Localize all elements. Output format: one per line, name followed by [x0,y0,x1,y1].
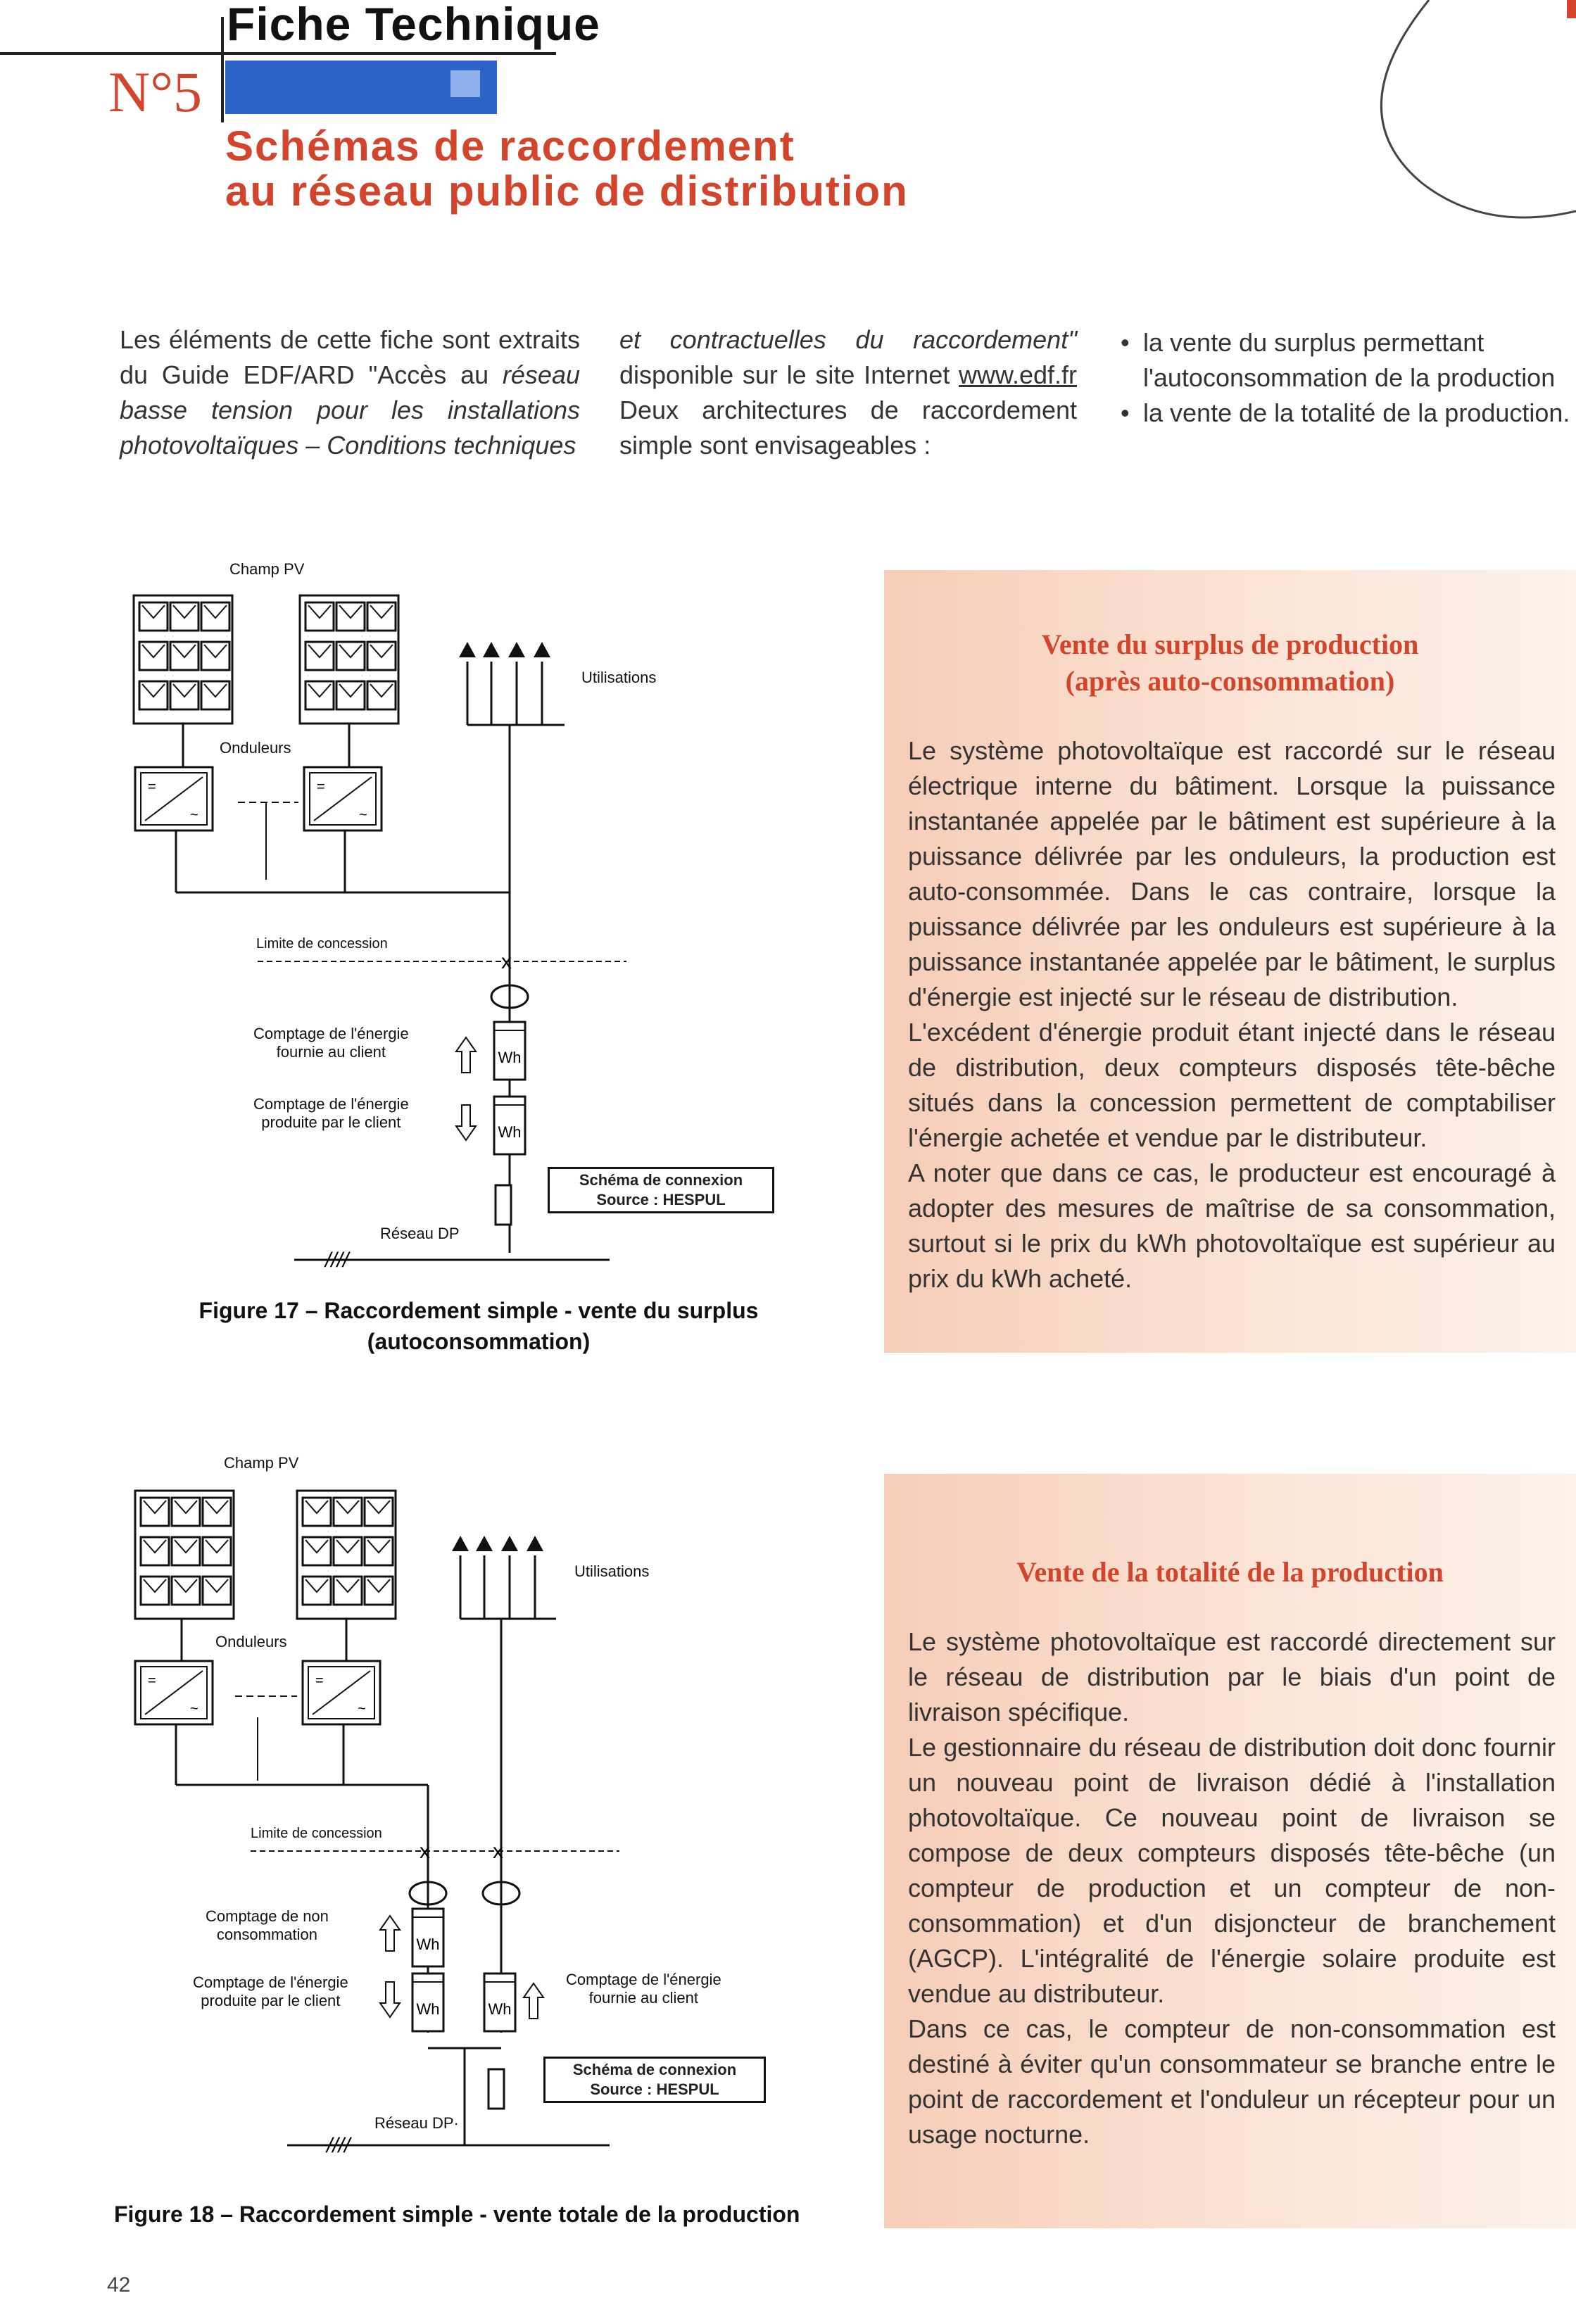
intro-col1-text: Les éléments de cette fiche sont extraits du Guide EDF/ARD "Accès au [120,325,580,389]
fig17-comptage-fournie-label: Comptage de l'énergie fournie au client [253,1025,409,1061]
fig18-comptage-fournie-label: Comptage de l'énergie fournie au client [566,1971,721,2007]
pv-panel-icon [305,642,334,670]
fig18-onduleurs-label: Onduleurs [215,1633,287,1650]
sheet-number: N°5 [108,60,203,124]
pv-panel-icon [170,602,198,631]
box2-text: Le système photovoltaïque est raccordé directement sur le réseau de distribution par le biais d'un point de livraison spécifique. Le gestionnaire du réseau de distribution doit donc fournir un nouveau point de livraison dédié à l'installation photovoltaïque. Ce nouveau point de livraison se compose de deux compteurs disposés tête-bêche (un compteur de production et un compteur de non-consommation) et d'un disjoncteur de branchement (AGCP). L'intégralité de l'énergie solaire produite est vendue au distributeur. Dans ce cas, le compteur de non-consommation est destiné à éviter qu'un consommateur se branche entre le point de raccordement et l'onduleur un récepteur pour un usage nocturne. [908,1627,1556,2149]
pv-panel-icon [201,642,229,670]
fig17-champ-pv-label: Champ PV [229,560,305,578]
fig18-utilisations-label: Utilisations [574,1562,650,1580]
fig17-comptage-produite-label: Comptage de l'énergie produite par le client [253,1095,409,1131]
fig18-limite-label: Limite de concession [251,1826,382,1841]
pv-panel-icon [141,1577,169,1605]
meter-produite [412,1973,443,2031]
fig17-onduleurs-label: Onduleurs [220,739,291,757]
pv-panel-icon [303,1577,331,1605]
pv-panel-icon [203,1498,231,1526]
pv-panel-icon [303,1537,331,1565]
figure-18-caption: Figure 18 – Raccordement simple - vente totale de la production [114,2202,800,2227]
fig17-reseau-label: Réseau DP [380,1225,460,1242]
fig17-utilisations-label: Utilisations [581,669,657,686]
box1-title: Vente du surplus de production (après auto-consommation) [1041,629,1419,697]
box2-title: Vente de la totalité de la production [1016,1556,1444,1588]
pv-panel-icon [305,681,334,709]
pv-panel-icon [365,1537,393,1565]
pv-panel-icon [303,1498,331,1526]
fig18-champ-pv-label: Champ PV [224,1454,299,1472]
pv-panel-icon [203,1577,231,1605]
figure-17-caption: Figure 17 – Raccordement simple - vente du surplus (autoconsommation) [198,1298,759,1354]
intro-col2-text-b: Deux architectures de raccordement simple sont envisageables : [619,396,1077,460]
fig18-schema-source-box: Schéma de connexion Source : HESPUL [543,2057,766,2103]
pv-panel-icon [141,1498,169,1526]
pv-panel-icon [201,681,229,709]
pv-panel-icon [172,1577,200,1605]
meter-produite [494,1097,525,1154]
svg-text:x: x [420,1840,430,1863]
pv-panel-icon [334,1577,362,1605]
meter-fournie [484,1973,515,2031]
fig18-reseau-label: Réseau DP· [374,2114,459,2132]
pv-panel-icon [170,642,198,670]
bullet-item: • la vente de la totalité de la production. [1121,396,1571,431]
pv-panel-icon [367,602,396,631]
title-line-1: Schémas de raccordement [225,122,795,170]
section-title: Fiche Technique [227,0,600,50]
title-line-2: au réseau public de distribution [225,168,909,215]
pv-panel-icon [139,681,168,709]
pv-panel-icon [141,1537,169,1565]
svg-text:////: //// [325,1249,349,1272]
intro-col2-italic: et contractuelles du raccordement" [619,325,1077,354]
pv-panel-icon [172,1498,200,1526]
pv-panel-icon [172,1537,200,1565]
pv-panel-icon [201,602,229,631]
svg-text:x: x [501,950,512,973]
bullet-icon: • [1121,328,1130,357]
inverter-2 [304,767,382,831]
fig18-comptage-non-label: Comptage de non consommation [206,1907,329,1943]
page-number: 42 [107,2273,131,2297]
pv-panel-icon [367,642,396,670]
edf-link[interactable]: www.edf.fr [958,360,1077,389]
fig18-comptage-produite-label: Comptage de l'énergie produite par le client [193,1973,348,2009]
inverter-1 [135,1661,213,1724]
pv-panel-icon [139,602,168,631]
pv-panel-icon [365,1498,393,1526]
pv-panel-icon [139,642,168,670]
fig17-limite-label: Limite de concession [256,936,388,952]
pv-panel-icon [365,1577,393,1605]
pv-panel-icon [367,681,396,709]
pv-panel-icon [334,1498,362,1526]
svg-text:////: //// [327,2134,351,2157]
bullet-icon: • [1121,398,1130,427]
bullet-item: • la vente du surplus permettant l'autoconsommation de la production [1121,325,1571,396]
pv-panel-icon [170,681,198,709]
pv-panel-icon [336,681,365,709]
fig17-schema-source-box: Schéma de connexion Source : HESPUL [548,1167,774,1213]
meter-non-consommation [412,1909,443,1966]
intro-col2-text: disponible sur le site Internet [619,360,959,389]
pv-panel-icon [336,602,365,631]
inverter-1 [135,767,213,831]
inverter-2 [303,1661,380,1724]
pv-panel-icon [305,602,334,631]
pv-panel-icon [336,642,365,670]
pv-panel-icon [203,1537,231,1565]
meter-fournie [494,1022,525,1080]
intro-col1-italic: réseau basse tension pour les installations photovoltaïques – Conditions techniques [120,360,580,460]
svg-text:x: x [493,1840,503,1863]
connection-diagrams: = ~ Wh x //// x x //// [0,0,1576,2324]
box1-text: Le système photovoltaïque est raccordé sur le réseau électrique interne du bâtiment. Lorsque la puissance instantanée appelée par le bâtiment est supérieure à la puissance délivrée par les onduleurs, la production est auto-consommée. Dans le cas contraire, lorsque la puissance délivrée par les onduleurs est supérieure à la puissance instantanée appelée par le bâtiment, le surplus d'énergie est injecté sur le réseau de distribution. L'excédent d'énergie produit étant injecté dans le réseau de distribution, deux compteurs disposés tête-bêche situés dans la concession permettent de comptabiliser l'énergie achetée et vendue par le distributeur. A noter que dans ce cas, le producteur est encouragé à adopter des mesures de maîtrise de sa consommation, surtout si le prix du kWh photovoltaïque est supérieur au prix du kWh acheté. [908,736,1556,1293]
pv-panel-icon [334,1537,362,1565]
